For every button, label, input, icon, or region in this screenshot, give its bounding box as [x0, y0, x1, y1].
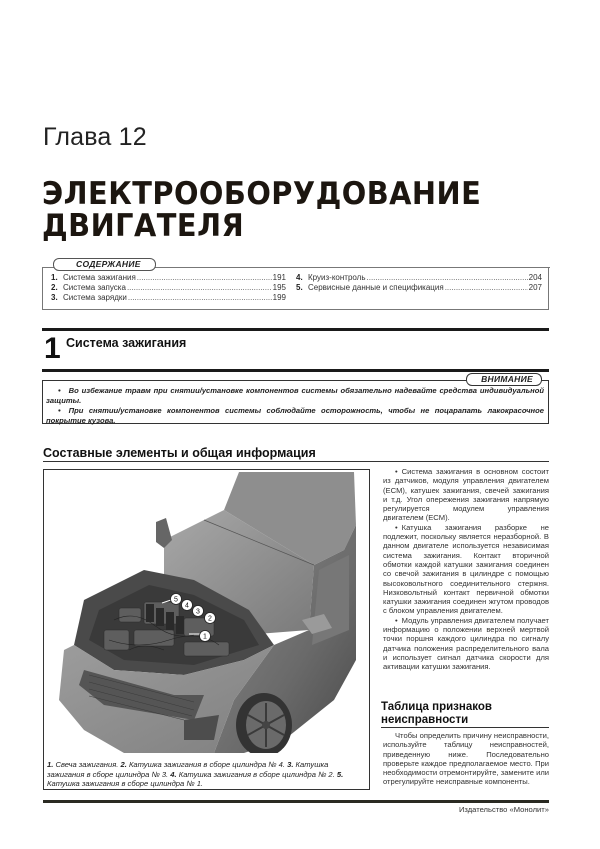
bullet-icon: •	[58, 406, 61, 415]
toc-item-text: Круиз-контроль	[308, 273, 366, 282]
paragraph-text: Модуль управления двигателем получает информацию о положении верхней мертвой точки поршня каждого цилиндра по сигналу датчика положения распределительного вала и использует сигнал датчика скорости для активации катушки зажигания.	[383, 615, 549, 672]
toc-item-number: 3.	[51, 293, 58, 302]
toc-item-text: Система зажигания	[63, 273, 136, 282]
bullet-icon: •	[395, 522, 398, 532]
section-rule-bottom	[42, 369, 549, 372]
warning-item-text: При снятии/установке компонентов системы соблюдайте осторожность, чтобы не поцарапать лакокрасочное покрытие кузова.	[46, 406, 544, 425]
toc-item[interactable]	[296, 273, 542, 283]
toc-item[interactable]	[296, 283, 542, 293]
chapter-title	[42, 178, 481, 242]
body-text	[383, 467, 549, 672]
toc-item-page: 191	[272, 273, 286, 282]
caption-number: 1.	[47, 760, 54, 769]
caption-number: 2.	[120, 760, 127, 769]
svg-text:5: 5	[174, 596, 178, 604]
footer-rule	[43, 800, 549, 803]
caption-text: Катушка зажигания в сборе цилиндра № 1.	[47, 779, 204, 788]
toc-leader-dots	[128, 293, 272, 303]
warning-body	[46, 386, 544, 426]
warning-box	[42, 374, 549, 425]
svg-text:2: 2	[208, 615, 212, 623]
toc-item-text: Система зарядки	[63, 293, 127, 302]
warning-label: ВНИМАНИЕ	[466, 373, 542, 386]
paragraph-text: Катушка зажигания разборке не подлежит, поскольку является неразборной. В данном двигателе используется независимая система зажигания. Контакт вторичной обмотки каждой катушки зажигания соединен со свечой зажигания в цилиндре с помощью высоковольтного соединительного стержня. Низковольтный контакт первичной обмотки катушки зажигания соединен жгутом проводов с блоком управления двигателем.	[383, 522, 549, 616]
publisher-credit: Издательство «Монолит»	[458, 805, 549, 814]
toc-item-page: 195	[272, 283, 286, 292]
toc-item-text: Система запуска	[63, 283, 126, 292]
caption-number: 3.	[287, 760, 294, 769]
paragraph	[383, 616, 549, 672]
toc-item[interactable]	[51, 283, 286, 293]
bullet-icon: •	[58, 386, 61, 395]
toc-item-page: 204	[528, 273, 542, 282]
toc-leader-dots	[137, 273, 272, 283]
toc-leader-dots	[127, 283, 272, 293]
chapter-title-line2: ДВИГАТЕЛЯ	[42, 208, 245, 244]
svg-text:3: 3	[196, 608, 200, 616]
toc-item[interactable]	[51, 293, 286, 303]
caption-number: 4.	[170, 769, 177, 779]
figure-caption	[47, 760, 367, 789]
section-number: 1	[44, 332, 61, 365]
troubleshooting-text	[383, 731, 549, 787]
svg-text:4: 4	[185, 602, 189, 610]
caption-text: Катушка зажигания в сборе цилиндра № 4.	[126, 760, 288, 769]
toc-column-left	[51, 273, 286, 303]
toc-item-page: 199	[272, 293, 286, 302]
caption-text: Катушка зажигания в сборе цилиндра № 3.	[47, 760, 329, 779]
paragraph-text: Система зажигания в основном состоит из датчиков, модуля управления двигателем (ECM), катушек зажигания, свечей зажигания и т.д. Угол опережения зажигания напрямую регулируется модулем управления двигателем (ECM).	[383, 467, 549, 523]
troubleshooting-title: Таблица признаков неисправности	[381, 701, 549, 728]
warning-item	[46, 406, 544, 426]
toc-item-number: 4.	[296, 273, 303, 282]
paragraph	[383, 467, 549, 523]
table-of-contents	[42, 259, 549, 310]
toc-item-number: 5.	[296, 283, 303, 292]
car-engine-illustration	[44, 470, 369, 753]
toc-item-number: 1.	[51, 273, 58, 282]
chapter-title-line1: ЭЛЕКТРООБОРУДОВАНИЕ	[42, 176, 482, 212]
toc-leader-dots	[367, 273, 528, 283]
toc-item-page: 207	[528, 283, 542, 292]
caption-text: Свеча зажигания.	[53, 760, 121, 769]
toc-item-text: Сервисные данные и спецификация	[308, 283, 444, 292]
warning-item-text: Во избежание травм при снятии/установке компонентов системы обязательно надевайте средства индивидуальной защиты.	[46, 386, 544, 405]
toc-item-number: 2.	[51, 283, 58, 292]
section-rule-top	[42, 328, 549, 331]
section-title: Система зажигания	[66, 336, 187, 350]
toc-heading: СОДЕРЖАНИЕ	[53, 258, 156, 271]
caption-text: Катушка зажигания в сборе цилиндра № 2.	[176, 769, 337, 779]
caption-number: 5.	[336, 769, 344, 779]
bullet-icon: •	[395, 467, 398, 476]
bullet-icon: •	[395, 615, 398, 625]
warning-item	[46, 386, 544, 406]
toc-leader-dots	[445, 283, 528, 293]
subsection-title: Составные элементы и общая информация	[43, 446, 549, 462]
toc-item[interactable]	[51, 273, 286, 283]
paragraph	[383, 523, 549, 616]
svg-text:1: 1	[203, 633, 207, 641]
chapter-label: Глава 12	[43, 123, 147, 151]
toc-column-right	[296, 273, 542, 293]
paragraph-text: Чтобы определить причину неисправности, используйте таблицу неисправностей, приведенную ниже. Последовательно проверьте каждое предполагаемое место. При необходимости отремонтируйте, замените или отрегулируйте неисправные компоненты.	[383, 731, 549, 787]
figure-engine-bay	[43, 469, 370, 790]
